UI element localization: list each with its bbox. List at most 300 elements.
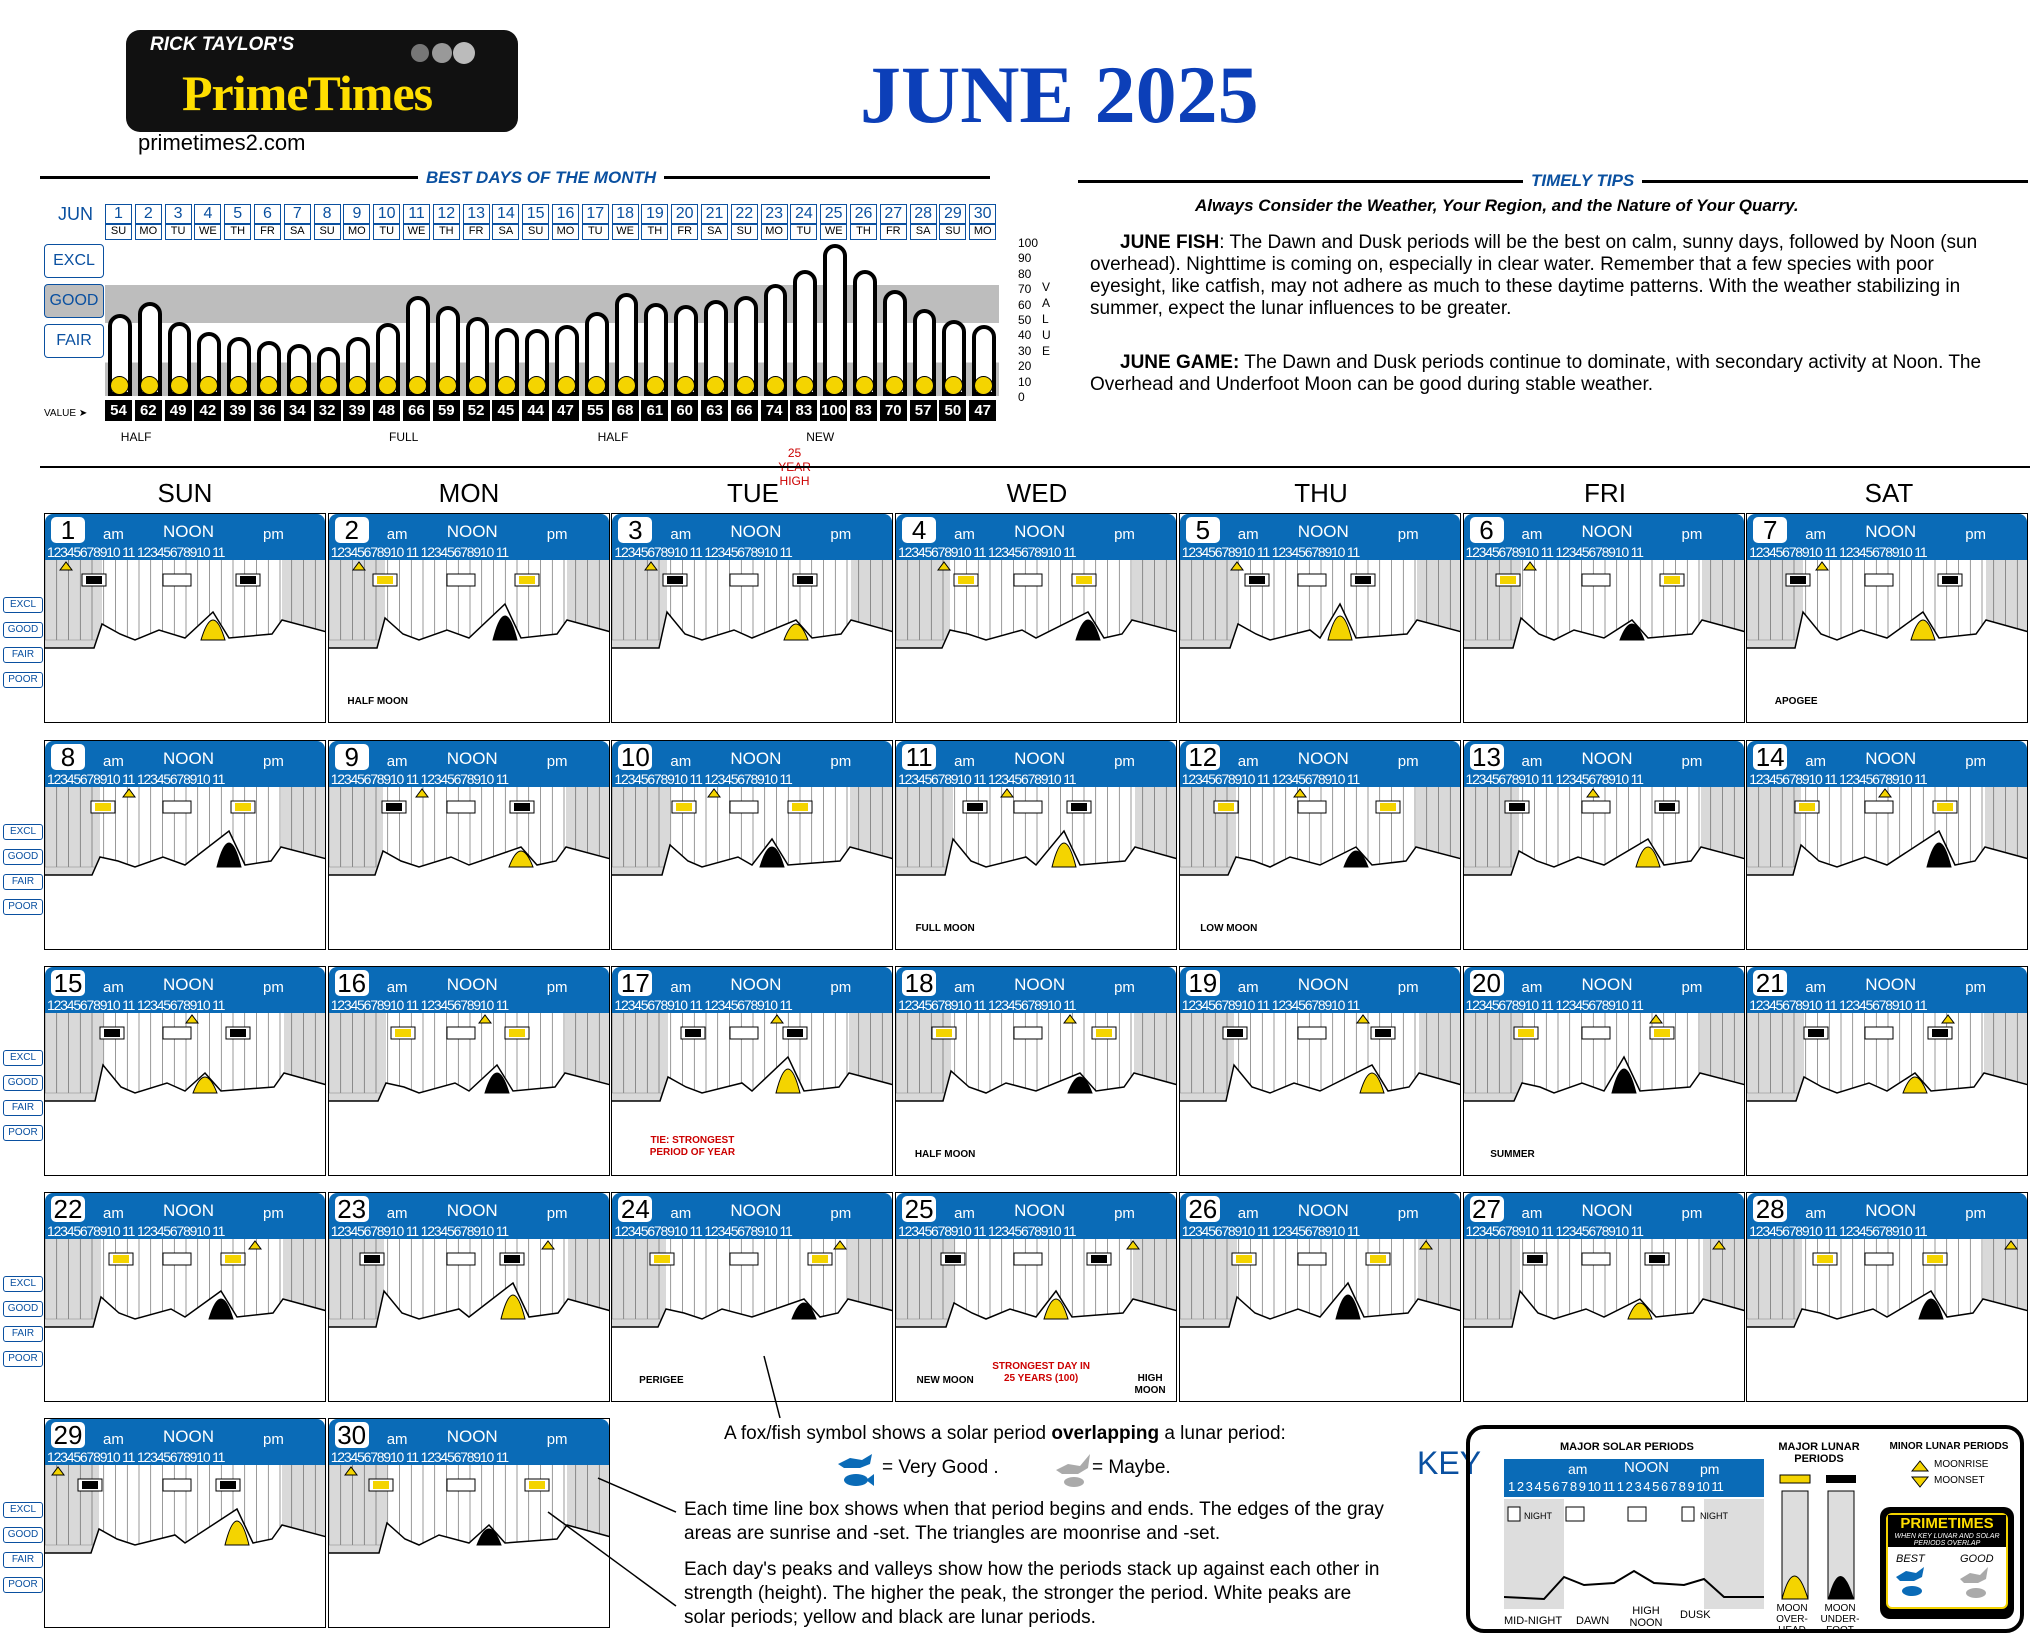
- best-day-number[interactable]: 22: [731, 204, 758, 224]
- logo-top-line: RICK TAYLOR'S: [150, 34, 295, 55]
- strength-label-excl: EXCL: [3, 1276, 43, 1292]
- noon-label: NOON: [1581, 975, 1633, 994]
- fox-fish-blue-icon: [836, 1452, 876, 1495]
- day-cell[interactable]: [44, 1192, 326, 1402]
- noon-label: NOON: [446, 975, 498, 994]
- page-title: JUNE 2025: [860, 49, 1259, 140]
- day-cell[interactable]: [328, 1192, 610, 1402]
- best-day-weekday: MO: [552, 224, 579, 240]
- pm-label: pm: [1114, 753, 1135, 770]
- am-label: am: [670, 753, 692, 770]
- scale-tick: 0: [1018, 390, 1025, 404]
- pm-label: pm: [1397, 979, 1419, 996]
- pm-label: pm: [1397, 1205, 1419, 1222]
- best-day-weekday: MO: [343, 224, 370, 240]
- scale-word-letter: A: [1042, 296, 1051, 310]
- best-day-weekday: SU: [522, 224, 549, 240]
- weekday-fri: FRI: [1584, 478, 1626, 508]
- scale-tick: 50: [1018, 313, 1032, 327]
- day-number: 15: [51, 970, 85, 996]
- moon-phase-icon: [736, 376, 755, 395]
- pm-label: pm: [546, 526, 568, 543]
- day-header: [1464, 514, 1744, 560]
- noon-label: NOON: [163, 1427, 214, 1446]
- peaks-explanation: Each day's peaks and valleys show how the periods stack up against each other in strength (height). The higher the peak, the stronger the period. White peaks are solar periods; yellow and black are lunar periods.: [684, 1559, 1380, 1628]
- day-cell[interactable]: [611, 966, 893, 1176]
- day-cell[interactable]: [611, 1192, 893, 1402]
- day-timeline-graph: [45, 1239, 326, 1402]
- day-cell[interactable]: [328, 740, 610, 950]
- best-day-value: 83: [850, 400, 877, 421]
- best-day-weekday: FR: [880, 224, 907, 240]
- strength-label-good: GOOD: [3, 1075, 43, 1091]
- best-day-number[interactable]: 26: [850, 204, 877, 224]
- day-header: [45, 1419, 325, 1465]
- site-url[interactable]: primetimes2.com: [138, 130, 306, 155]
- best-day-value: 44: [522, 400, 549, 421]
- day-cell[interactable]: [1463, 966, 1745, 1176]
- best-days-month: JUN: [58, 204, 93, 224]
- day-number: 4: [902, 517, 936, 543]
- pm-label: pm: [830, 753, 852, 770]
- best-day-weekday: SA: [492, 224, 519, 240]
- maybe-label: = Maybe.: [1092, 1457, 1171, 1478]
- noon-label: NOON: [1581, 749, 1633, 768]
- moon-phase-label: HALF: [597, 430, 629, 444]
- moon-phase-icon: [617, 376, 636, 395]
- level-fair: FAIR: [44, 324, 104, 358]
- noon-label: NOON: [1865, 522, 1917, 541]
- key-timeline-header: am NOON pm 1 2 3 4 5 6 7 8 9 10 11 1 2 3 4 5 6 7 8 9 10 11: [1504, 1459, 1764, 1497]
- am-label: am: [386, 979, 408, 996]
- hour-ticks: 12345678910 11 12345678910 11: [330, 771, 508, 787]
- key-moonrise: MOONRISE: [1934, 1459, 1989, 1470]
- day-number: 1: [51, 517, 85, 543]
- moon-phase-icon: [855, 376, 874, 395]
- weekday-mon: MON: [438, 478, 500, 508]
- day-number: 16: [335, 970, 369, 996]
- day-number: 22: [51, 1196, 85, 1222]
- best-day-number[interactable]: 27: [880, 204, 907, 224]
- day-note: TIE: STRONGEST PERIOD OF YEAR: [649, 1135, 736, 1158]
- best-day-value: 62: [135, 400, 162, 421]
- scale-tick: 90: [1018, 251, 1032, 266]
- best-day-value: 61: [641, 400, 668, 421]
- day-number: 12: [1186, 744, 1220, 770]
- day-number: 13: [1470, 744, 1504, 770]
- best-day-number[interactable]: 29: [939, 204, 966, 224]
- key-label-highnoon: HIGH NOON: [1629, 1605, 1663, 1629]
- best-day-value: 39: [224, 400, 251, 421]
- noon-label: NOON: [730, 975, 782, 994]
- best-day-value: 74: [761, 400, 788, 421]
- best-day-number[interactable]: 15: [522, 204, 549, 224]
- scale-tick: 80: [1018, 266, 1032, 281]
- best-day-number[interactable]: 17: [582, 204, 609, 224]
- am-label: am: [386, 1431, 408, 1448]
- moon-phase-icon: [706, 376, 725, 395]
- timeline-box-explanation: Each time line box shows when that period begins and ends. The edges of the gray areas are sunrise and -set. The triangles are moonrise and -set.: [684, 1499, 1384, 1544]
- day-cell[interactable]: [1463, 513, 1745, 723]
- am-label: am: [670, 1205, 692, 1222]
- best-day-number[interactable]: 18: [612, 204, 639, 224]
- day-cell[interactable]: [1746, 1192, 2028, 1402]
- am-label: am: [103, 753, 124, 770]
- hour-ticks: 12345678910 11 12345678910 11: [614, 1223, 792, 1239]
- am-label: am: [954, 526, 975, 543]
- day-header: [896, 741, 1176, 787]
- day-header: [1180, 741, 1460, 787]
- best-day-value: 60: [671, 400, 698, 421]
- noon-label: NOON: [1865, 1201, 1917, 1220]
- day-cell[interactable]: [1463, 1192, 1745, 1402]
- strength-label-good: GOOD: [3, 622, 43, 638]
- am-label: am: [670, 979, 692, 996]
- key-triangles: [1910, 1457, 1930, 1491]
- pm-label: pm: [1114, 979, 1135, 996]
- am-label: am: [1237, 753, 1259, 770]
- noon-label: NOON: [730, 749, 782, 768]
- day-number: 25: [902, 1196, 936, 1222]
- day-cell[interactable]: [44, 513, 326, 723]
- day-note: SUMMER: [1490, 1149, 1535, 1160]
- key-lunar-graphs: [1774, 1473, 1864, 1601]
- very-good-label: = Very Good .: [882, 1457, 999, 1478]
- day-cell[interactable]: [1746, 966, 2028, 1176]
- am-label: am: [386, 1205, 408, 1222]
- strength-label-excl: EXCL: [3, 597, 43, 613]
- key-label-dawn: DAWN: [1576, 1615, 1610, 1627]
- day-header: [45, 1193, 325, 1239]
- best-day-number[interactable]: 12: [433, 204, 460, 224]
- best-day-value: 36: [254, 400, 281, 421]
- day-header: [896, 514, 1176, 560]
- day-note: LOW MOON: [1200, 923, 1258, 934]
- scale-tick: 30: [1018, 343, 1032, 358]
- best-day-weekday: TU: [373, 224, 400, 240]
- moon-phase-icon: [319, 376, 338, 395]
- am-label: am: [1805, 526, 1827, 543]
- best-day-number[interactable]: 19: [641, 204, 668, 224]
- day-timeline-graph: [1180, 1239, 1461, 1402]
- scale-tick: 70: [1018, 282, 1032, 297]
- pm-label: pm: [263, 1431, 284, 1448]
- day-header: [45, 967, 325, 1013]
- noon-label: NOON: [446, 1201, 498, 1220]
- day-timeline-graph: [1464, 560, 1745, 723]
- tips-subheading: Always Consider the Weather, Your Region, and the Nature of Your Quarry.: [1195, 196, 1799, 215]
- moon-phase-icon: [587, 376, 606, 395]
- best-day-value: 47: [969, 400, 996, 421]
- best-day-weekday: MO: [969, 224, 996, 240]
- hour-ticks: 12345678910 11 12345678910 11: [1749, 544, 1927, 560]
- pm-label: pm: [1114, 1205, 1135, 1222]
- day-number: 8: [51, 744, 85, 770]
- day-header: [1747, 967, 2027, 1013]
- best-day-weekday: FR: [671, 224, 698, 240]
- best-day-number[interactable]: 23: [761, 204, 788, 224]
- best-day-value: 57: [910, 400, 937, 421]
- am-label: am: [1237, 979, 1259, 996]
- day-timeline-graph: [45, 1013, 326, 1176]
- day-header: [1747, 1193, 2027, 1239]
- pm-label: pm: [546, 753, 568, 770]
- best-day-value: 55: [582, 400, 609, 421]
- fox-fish-gray-icon: [1054, 1450, 1094, 1493]
- strength-label-fair: FAIR: [3, 1552, 43, 1568]
- noon-label: NOON: [163, 749, 214, 768]
- day-cell[interactable]: [895, 740, 1177, 950]
- pm-label: pm: [546, 1205, 568, 1222]
- moon-phase-icon: [259, 376, 278, 395]
- day-header: [612, 514, 892, 560]
- best-day-value: 49: [165, 400, 192, 421]
- pm-label: pm: [1965, 753, 1987, 770]
- moon-phase-icon: [140, 376, 159, 395]
- key-minor-lunar: MINOR LUNAR PERIODS: [1889, 1441, 2009, 1452]
- day-number: 6: [1470, 517, 1504, 543]
- am-label: am: [670, 526, 692, 543]
- day-cell[interactable]: [1746, 513, 2028, 723]
- day-cell[interactable]: [895, 1192, 1177, 1402]
- best-day-number[interactable]: 2: [135, 204, 162, 224]
- day-number: 18: [902, 970, 936, 996]
- key-label-dusk: DUSK: [1680, 1609, 1711, 1621]
- best-day-number[interactable]: 3: [165, 204, 192, 224]
- day-timeline-graph: [896, 560, 1177, 723]
- day-cell[interactable]: [44, 740, 326, 950]
- day-note: PERIGEE: [639, 1375, 684, 1386]
- day-cell[interactable]: [1179, 1192, 1461, 1402]
- day-cell[interactable]: [1179, 740, 1461, 950]
- day-cell[interactable]: [895, 513, 1177, 723]
- best-day-number[interactable]: 6: [254, 204, 281, 224]
- day-number: 21: [1753, 970, 1787, 996]
- strength-label-fair: FAIR: [3, 647, 43, 663]
- best-day-value: 59: [433, 400, 460, 421]
- best-day-number[interactable]: 28: [910, 204, 937, 224]
- hour-ticks: 12345678910 11 12345678910 11: [1181, 997, 1360, 1013]
- day-timeline-graph: [612, 787, 893, 950]
- day-number: 17: [618, 970, 652, 996]
- best-day-number[interactable]: 7: [284, 204, 311, 224]
- strength-label-poor: POOR: [3, 899, 43, 915]
- best-day-number[interactable]: 1: [105, 204, 132, 224]
- day-cell[interactable]: [328, 966, 610, 1176]
- best-day-value: 100: [821, 402, 847, 419]
- day-header: [1464, 1193, 1744, 1239]
- weekday-sat: SAT: [1864, 478, 1914, 508]
- noon-label: NOON: [1865, 749, 1917, 768]
- day-cell[interactable]: [328, 1418, 610, 1628]
- day-note: NEW MOON: [916, 1375, 974, 1386]
- best-day-weekday: TU: [582, 224, 609, 240]
- day-note-secondary: STRONGEST DAY IN 25 YEARS (100): [992, 1361, 1090, 1384]
- noon-label: NOON: [1865, 975, 1917, 994]
- hour-ticks: 12345678910 11 12345678910 11: [1181, 771, 1360, 787]
- best-day-number[interactable]: 9: [343, 204, 370, 224]
- day-header: [329, 1193, 609, 1239]
- day-header: [329, 514, 609, 560]
- day-number: 2: [335, 517, 369, 543]
- moon-phase-icon: [468, 376, 487, 395]
- best-day-number[interactable]: 20: [671, 204, 698, 224]
- best-day-number[interactable]: 30: [969, 204, 996, 224]
- day-header: [612, 741, 892, 787]
- best-day-weekday: MO: [135, 224, 162, 240]
- hour-ticks: 12345678910 11 12345678910 11: [898, 544, 1076, 560]
- am-label: am: [386, 753, 408, 770]
- tips-heading: TIMELY TIPS: [1523, 171, 1642, 191]
- hour-ticks: 12345678910 11 12345678910 11: [1181, 1223, 1360, 1239]
- best-day-weekday: TH: [433, 224, 460, 240]
- hour-ticks: 12345678910 11 12345678910 11: [330, 544, 508, 560]
- day-header: [329, 741, 609, 787]
- day-number: 3: [618, 517, 652, 543]
- best-day-value: 54: [105, 400, 132, 421]
- key-label-midnight: MID-NIGHT: [1504, 1615, 1563, 1627]
- best-day-number[interactable]: 24: [790, 204, 817, 224]
- hour-ticks: 12345678910 11 12345678910 11: [614, 544, 792, 560]
- pm-label: pm: [1397, 526, 1419, 543]
- am-label: am: [1237, 1205, 1259, 1222]
- hour-ticks: 12345678910 11 12345678910 11: [47, 771, 225, 787]
- strength-label-good: GOOD: [3, 1527, 43, 1543]
- best-day-weekday: WE: [403, 224, 430, 240]
- best-day-number[interactable]: 21: [701, 204, 728, 224]
- am-label: am: [1521, 979, 1543, 996]
- day-header: [329, 1419, 609, 1465]
- am-label: am: [954, 979, 975, 996]
- best-day-value: 83: [790, 400, 817, 421]
- best-day-number[interactable]: 10: [373, 204, 400, 224]
- strength-label-good: GOOD: [3, 849, 43, 865]
- pm-label: pm: [830, 526, 852, 543]
- best-day-value: 70: [880, 400, 907, 421]
- best-day-number[interactable]: 13: [463, 204, 490, 224]
- day-cell[interactable]: [44, 966, 326, 1176]
- am-label: am: [1805, 979, 1827, 996]
- noon-label: NOON: [1014, 1201, 1066, 1220]
- scale-tick: 20: [1018, 359, 1032, 374]
- day-cell[interactable]: [1179, 966, 1461, 1176]
- day-cell[interactable]: [1746, 740, 2028, 950]
- tip-fish: JUNE FISH: The Dawn and Dusk periods will be the best on calm, sunny days, followed by Noon (sun overhead). Nighttime is coming on, especially in clear water. Remember that a few species with poor eyesight, like catfish, may not adhere as much to these daytime patterns. With the weather stabilizing in summer, expect the lunar influences to be greater.: [1090, 232, 1978, 319]
- noon-label: NOON: [1014, 975, 1066, 994]
- hour-ticks: 12345678910 11 12345678910 11: [898, 1223, 1076, 1239]
- best-day-value: 45: [492, 400, 519, 421]
- hour-ticks: 12345678910 11 12345678910 11: [47, 544, 225, 560]
- best-day-number[interactable]: 16: [552, 204, 579, 224]
- best-day-number[interactable]: 5: [224, 204, 251, 224]
- day-header: [612, 967, 892, 1013]
- day-header: [896, 1193, 1176, 1239]
- best-day-value: 52: [463, 400, 490, 421]
- noon-label: NOON: [1297, 975, 1349, 994]
- best-day-weekday: TH: [641, 224, 668, 240]
- scale-word-letter: U: [1042, 328, 1051, 342]
- pm-label: pm: [546, 979, 568, 996]
- am-label: am: [103, 979, 124, 996]
- day-cell[interactable]: [328, 513, 610, 723]
- day-cell[interactable]: [611, 740, 893, 950]
- day-number: 29: [51, 1422, 85, 1448]
- noon-label: NOON: [730, 1201, 782, 1220]
- day-cell[interactable]: [44, 1418, 326, 1628]
- calendar-rule: [40, 466, 2030, 468]
- day-cell[interactable]: [1463, 740, 1745, 950]
- best-day-value: 48: [373, 400, 400, 421]
- day-number: 9: [335, 744, 369, 770]
- day-cell[interactable]: [1179, 513, 1461, 723]
- am-label: am: [103, 1205, 124, 1222]
- day-header: [1180, 514, 1460, 560]
- weekday-tue: TUE: [727, 478, 779, 508]
- best-day-weekday: TU: [165, 224, 192, 240]
- best-day-weekday: TH: [224, 224, 251, 240]
- noon-label: NOON: [163, 1201, 214, 1220]
- best-day-number[interactable]: 14: [492, 204, 519, 224]
- best-day-number[interactable]: 8: [314, 204, 341, 224]
- strength-label-fair: FAIR: [3, 1100, 43, 1116]
- best-day-number[interactable]: 4: [194, 204, 221, 224]
- noon-label: NOON: [163, 975, 214, 994]
- day-number: 27: [1470, 1196, 1504, 1222]
- pm-label: pm: [263, 753, 284, 770]
- day-timeline-graph: [1747, 787, 2028, 950]
- strength-label-excl: EXCL: [3, 1050, 43, 1066]
- best-day-number[interactable]: 11: [403, 204, 430, 224]
- best-day-number[interactable]: 25: [820, 204, 847, 224]
- key-moon-overhead: MOON OVER-HEAD: [1776, 1603, 1808, 1636]
- pm-label: pm: [546, 1431, 568, 1448]
- pm-label: pm: [1965, 1205, 1987, 1222]
- noon-label: NOON: [1581, 1201, 1633, 1220]
- day-timeline-graph: [1464, 787, 1745, 950]
- strength-label-fair: FAIR: [3, 1326, 43, 1342]
- hour-ticks: 12345678910 11 12345678910 11: [47, 1449, 225, 1465]
- day-timeline-graph: [1464, 1239, 1745, 1402]
- hour-ticks: 12345678910 11 12345678910 11: [1465, 544, 1643, 560]
- primetimes-logo: [126, 30, 518, 132]
- day-number: 5: [1186, 517, 1220, 543]
- day-number: 20: [1470, 970, 1504, 996]
- day-number: 7: [1753, 517, 1787, 543]
- day-cell[interactable]: [895, 966, 1177, 1176]
- day-timeline-graph: [45, 560, 326, 723]
- day-timeline-graph: [329, 787, 610, 950]
- strength-label-excl: EXCL: [3, 1502, 43, 1518]
- hour-ticks: 12345678910 11 12345678910 11: [614, 771, 792, 787]
- symbol-legend-text: A fox/fish symbol shows a solar period overlapping a lunar period:: [724, 1423, 1286, 1444]
- noon-label: NOON: [1297, 749, 1349, 768]
- strength-label-poor: POOR: [3, 1577, 43, 1593]
- day-number: 30: [335, 1422, 369, 1448]
- best-day-weekday: SU: [105, 224, 132, 240]
- am-label: am: [103, 1431, 124, 1448]
- am-label: am: [1805, 753, 1827, 770]
- strength-label-good: GOOD: [3, 1301, 43, 1317]
- day-timeline-graph: [1180, 560, 1461, 723]
- level-good: GOOD: [44, 284, 104, 318]
- day-timeline-graph: [45, 1465, 326, 1628]
- day-note: APOGEE: [1774, 696, 1818, 707]
- best-day-value: 34: [284, 400, 311, 421]
- weekday-sun: SUN: [157, 478, 213, 508]
- day-timeline-graph: [45, 787, 326, 950]
- moon-phase-label: HALF: [120, 430, 152, 444]
- day-cell[interactable]: [611, 513, 893, 723]
